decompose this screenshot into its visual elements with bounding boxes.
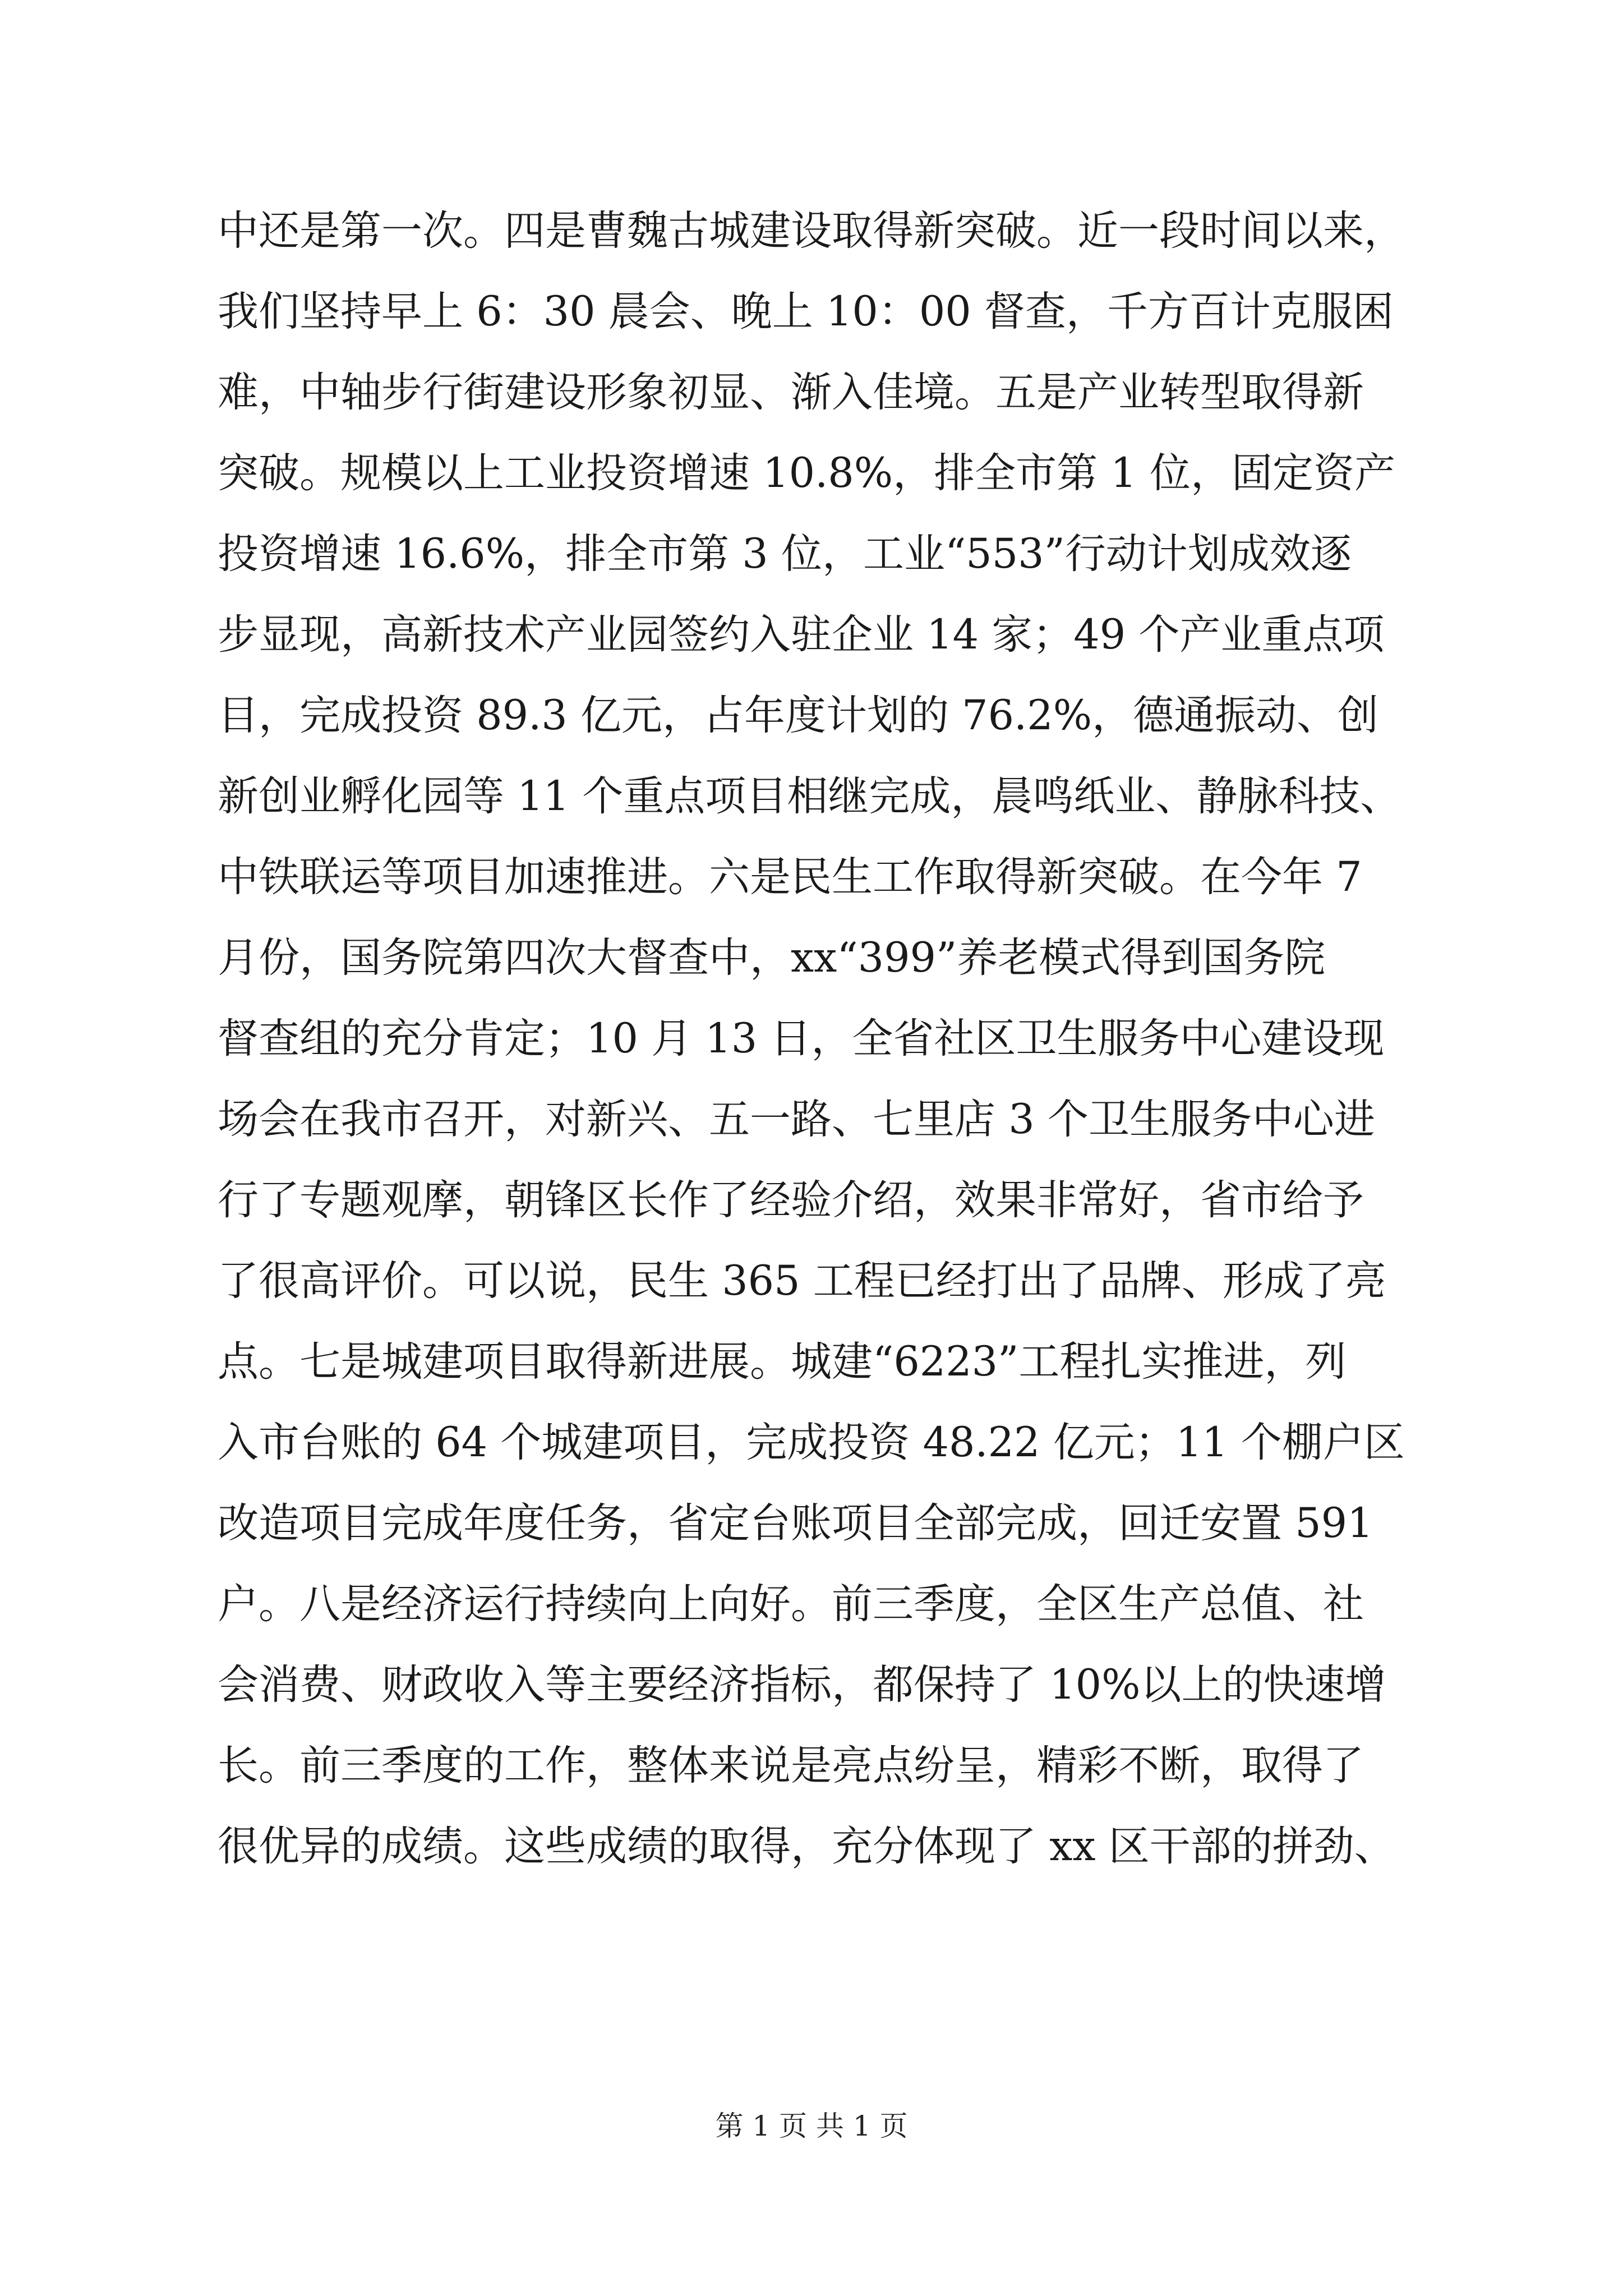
text-line: 步显现，高新技术产业园签约入驻企业 14 家；49 个产业重点项 — [218, 611, 1385, 659]
text-line: 户。八是经济运行持续向上向好。前三季度，全区生产总值、社 — [218, 1580, 1364, 1628]
text-line: 入市台账的 64 个城建项目，完成投资 48.22 亿元；11 个棚户区 — [218, 1419, 1405, 1466]
text-line: 投资增速 16.6%，排全市第 3 位，工业“553”行动计划成效逐 — [218, 530, 1352, 578]
text-line: 会消费、财政收入等主要经济指标，都保持了 10%以上的快速增 — [218, 1661, 1386, 1709]
text-line: 新创业孵化园等 11 个重点项目相继完成，晨鸣纸业、静脉科技、 — [218, 772, 1401, 820]
page-footer — [0, 2106, 1623, 2146]
text-line: 月份，国务院第四次大督查中，xx“399”养老模式得到国务院 — [218, 934, 1326, 982]
text-line: 了很高评价。可以说，民生 365 工程已经打出了品牌、形成了亮 — [218, 1257, 1386, 1305]
text-line: 行了专题观摩，朝锋区长作了经验介绍，效果非常好，省市给予 — [218, 1176, 1364, 1224]
page-number-label: 第 1 页 共 1 页 — [715, 2110, 908, 2142]
body-text — [218, 191, 1468, 1887]
text-line: 改造项目完成年度任务，省定台账项目全部完成，回迁安置 591 — [218, 1499, 1373, 1547]
text-line: 中还是第一次。四是曹魏古城建设取得新突破。近一段时间以来， — [218, 207, 1405, 255]
text-line: 长。前三季度的工作，整体来说是亮点纷呈，精彩不断，取得了 — [218, 1742, 1364, 1789]
text-line: 突破。规模以上工业投资增速 10.8%，排全市第 1 位，固定资产 — [218, 449, 1395, 497]
text-line: 点。七是城建项目取得新进展。城建“6223”工程扎实推进，列 — [218, 1338, 1347, 1386]
text-line: 我们坚持早上 6：30 晨会、晚上 10：00 督查，千方百计克服困 — [218, 288, 1394, 335]
text-line: 场会在我市召开，对新兴、五一路、七里店 3 个卫生服务中心进 — [218, 1096, 1375, 1143]
text-line: 中铁联运等项目加速推进。六是民生工作取得新突破。在今年 7 — [218, 853, 1362, 901]
text-line: 目，完成投资 89.3 亿元，占年度计划的 76.2%，德通振动、创 — [218, 692, 1379, 739]
text-line: 督查组的充分肯定；10 月 13 日，全省社区卫生服务中心建设现 — [218, 1015, 1385, 1062]
text-line: 很优异的成绩。这些成绩的取得，充分体现了 xx 区干部的拼劲、 — [218, 1823, 1395, 1870]
text-line: 难，中轴步行街建设形象初显、渐入佳境。五是产业转型取得新 — [218, 369, 1364, 416]
